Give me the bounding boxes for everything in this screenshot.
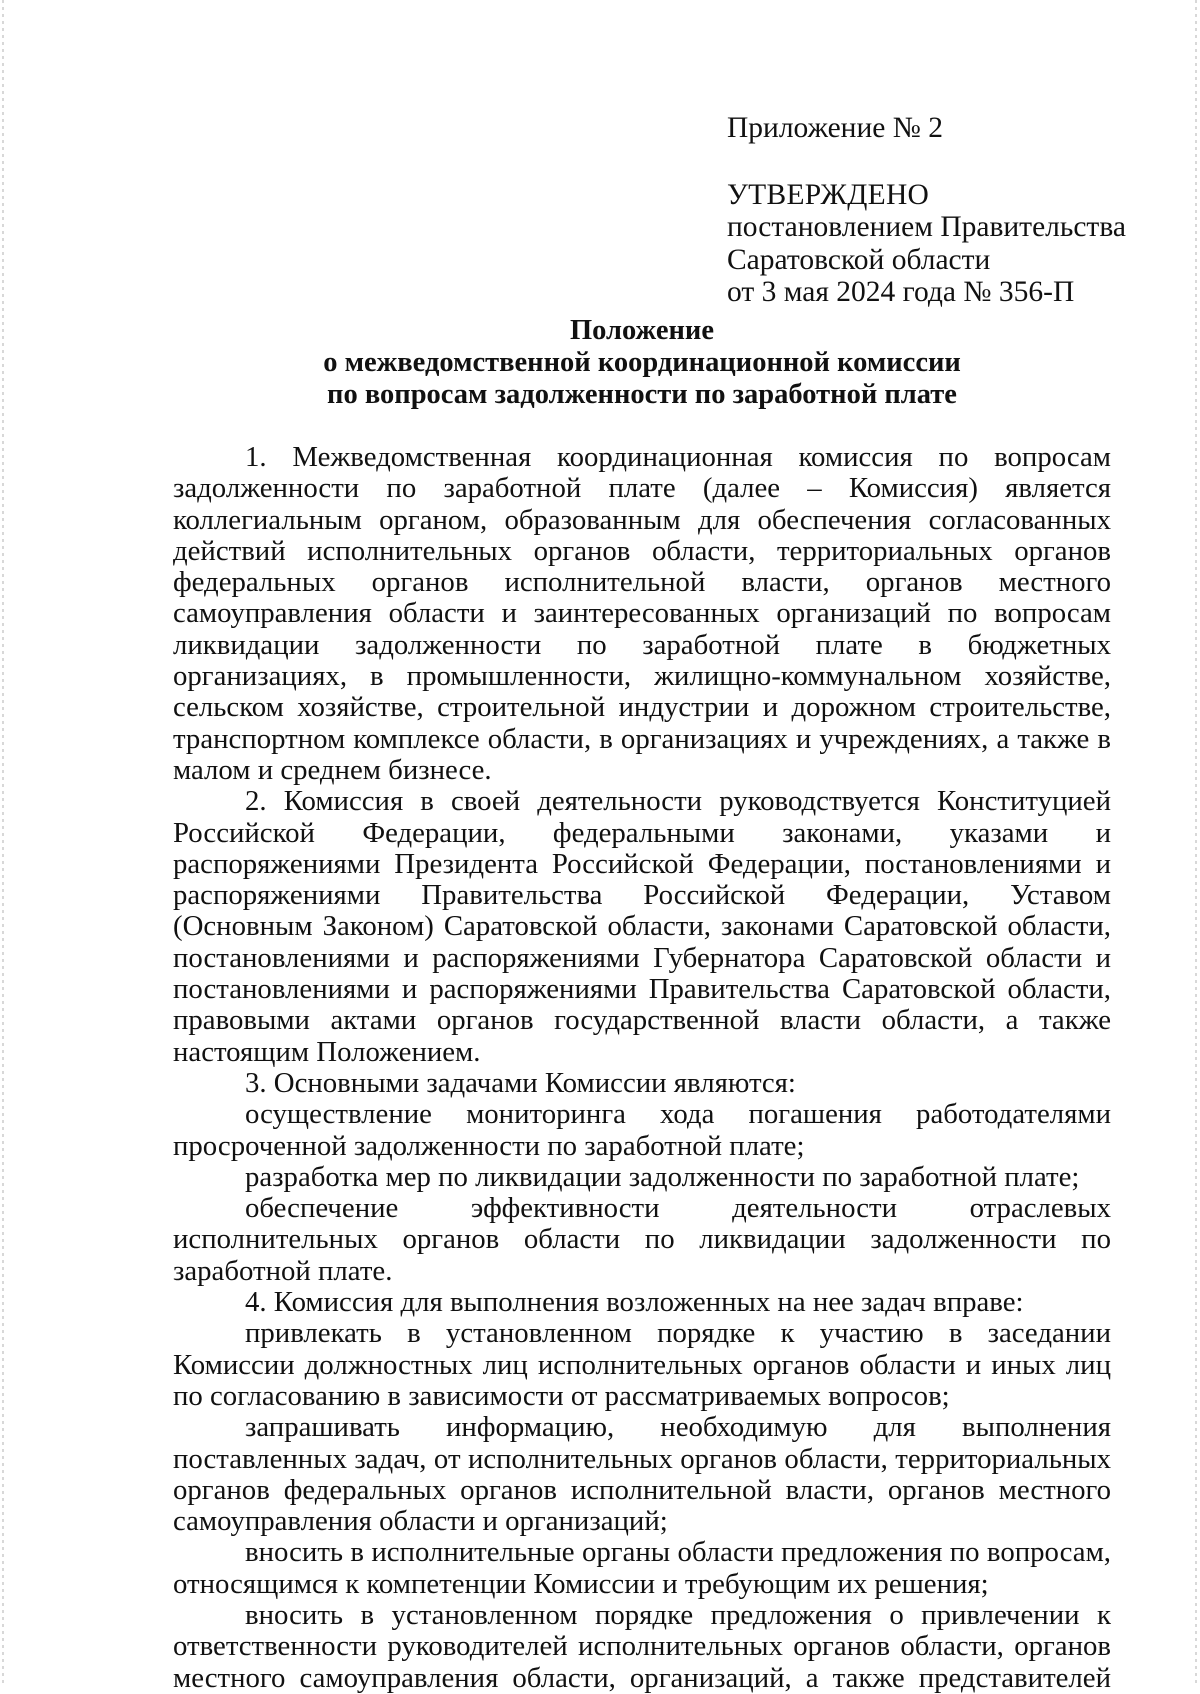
scan-edge-right: [1195, 0, 1197, 1686]
title-line-2: о межведомственной координационной комиссии: [323, 347, 961, 378]
task-measures: разработка мер по ликвидации задолженности по заработной плате;: [245, 1160, 1080, 1193]
approval-block: [727, 112, 1167, 309]
right-request-info: запрашивать информацию, необходимую для выполнения поставленных задач, от исполнительных органов области, территориальных органов федеральных органов исполнительной власти, органов местного самоуправления области и организаций;: [173, 1411, 1111, 1538]
document-title: [173, 315, 1111, 411]
title-line-3: по вопросам задолженности по заработной плате: [327, 379, 957, 410]
scan-edge-left: [2, 0, 4, 1686]
right-liability: вносить в установленном порядке предложения о привлечении к ответственности руководителей исполнительных органов области, органов местного самоуправления области, организаций, а также представителей: [173, 1598, 1111, 1694]
paragraph-4: 4. Комиссия для выполнения возложенных на нее задач вправе:: [245, 1286, 1024, 1319]
right-submit-proposals: вносить в исполнительные органы области предложения по вопросам, относящимся к компетенции Комиссии и требующим их решения;: [173, 1536, 1111, 1600]
paragraph-2: 2. Комиссия в своей деятельности руководствуется Конституцией Российской Федерации, федеральными законами, указами и распоряжениями Президента Российской Федерации, постановлениями и распоряжениями Правительства Российской Федерации, Уставом (Основным Законом) Саратовской области, законами Саратовской области, постановлениями и распоряжениями Губернатора Саратовской области и постановлениями и распоряжениями Правительства Саратовской области, правовыми актами органов государственной власти области, а также настоящим Положением.: [173, 785, 1111, 1068]
approval-line-2: Саратовской области: [727, 243, 991, 276]
appendix-label: Приложение № 2: [727, 112, 943, 144]
paragraph-3: 3. Основными задачами Комиссии являются:: [245, 1066, 796, 1099]
right-invite: привлекать в установленном порядке к участию в заседании Комиссии должностных лиц исполнительных органов области и иных лиц по согласованию в зависимости от рассматриваемых вопросов;: [173, 1317, 1111, 1412]
approved-stamp-text: УТВЕРЖДЕНО: [727, 178, 930, 211]
approval-line-1: постановлением Правительства: [727, 211, 1126, 243]
task-monitoring: осуществление мониторинга хода погашения работодателями просроченной задолженности по заработной плате;: [173, 1098, 1111, 1162]
paragraph-1: 1. Межведомственная координационная комиссия по вопросам задолженности по заработной плате (далее – Комиссия) является коллегиальным органом, образованным для обеспечения согласованных действий исполнительных органов области, территориальных органов федеральных органов исполнительной власти, органов местного самоуправления области и заинтересованных организаций по вопросам ликвидации задолженности по заработной плате в бюджетных организациях, в промышленности, жилищно-коммунальном хозяйстве, сельском хозяйстве, строительной индустрии и дорожном строительстве, транспортном комплексе области, в организациях и учреждениях, а также в малом и среднем бизнесе.: [173, 441, 1111, 786]
title-line-1: Положение: [569, 315, 714, 346]
task-efficiency: обеспечение эффективности деятельности отраслевых исполнительных органов области по ликвидации задолженности по заработной плате.: [173, 1192, 1111, 1287]
approval-line-3: от 3 мая 2024 года № 356-П: [727, 276, 1075, 308]
document-body: [173, 442, 1111, 1694]
